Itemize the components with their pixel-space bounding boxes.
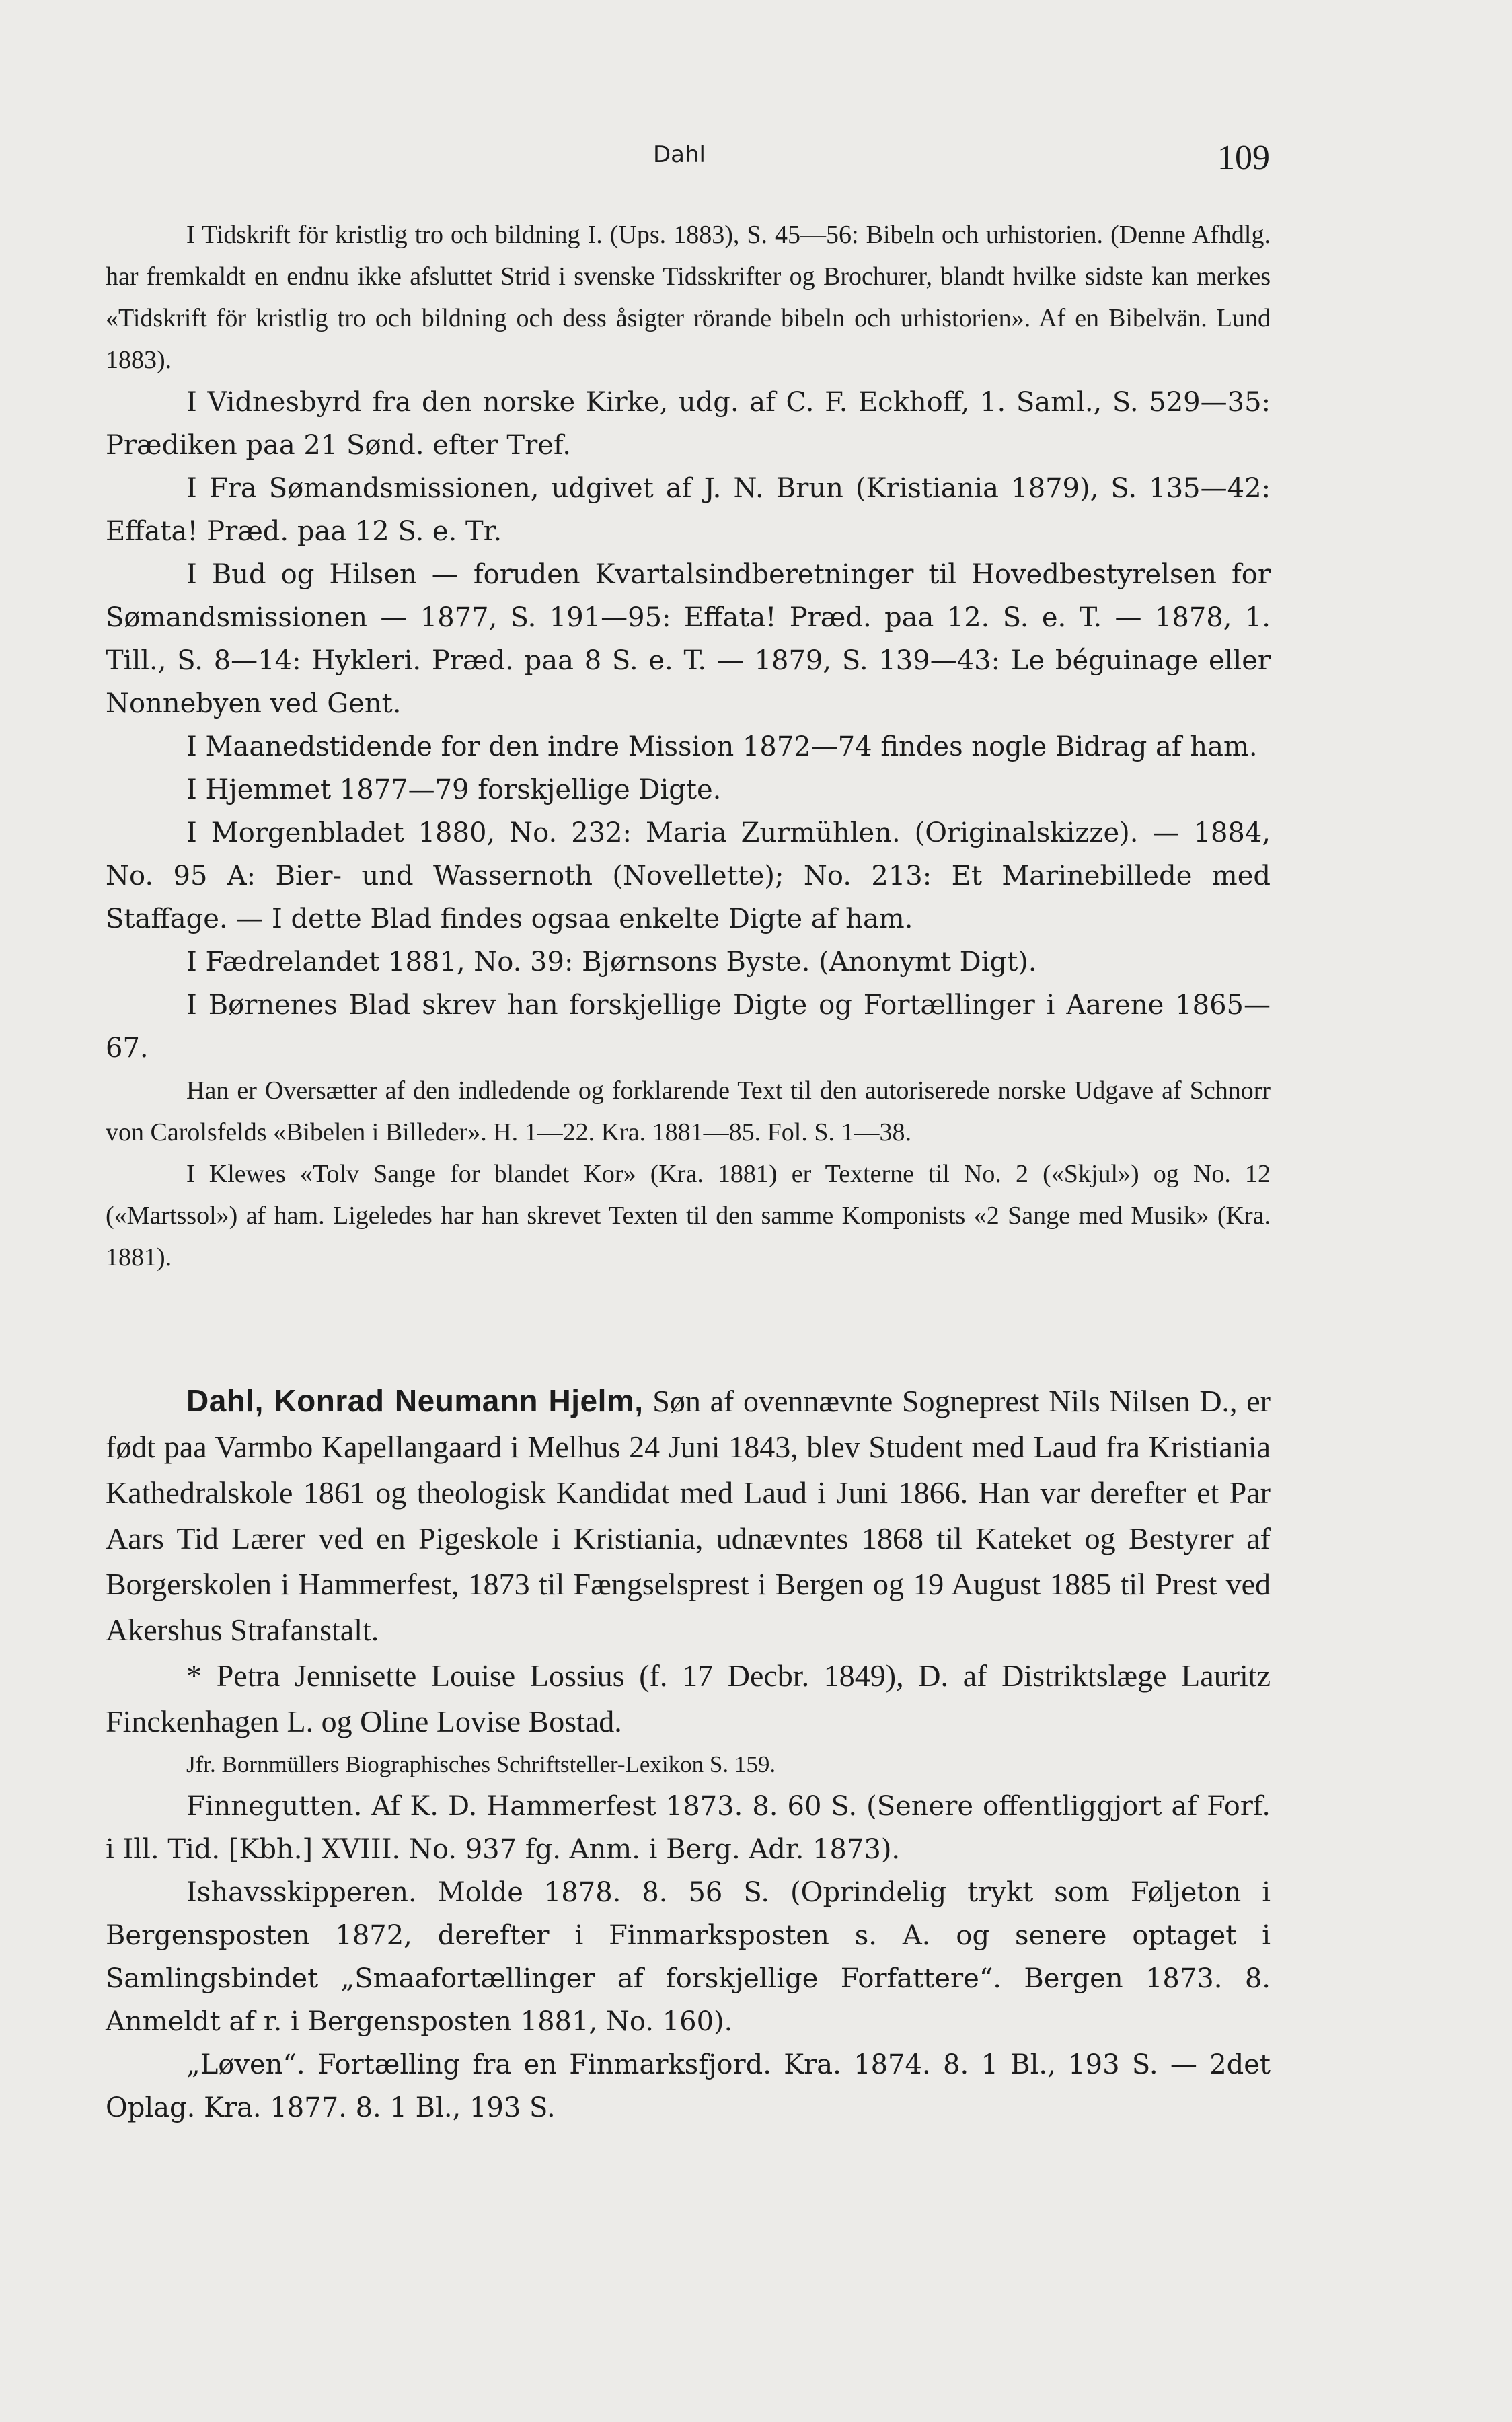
entry-name: Dahl, Konrad Neumann Hjelm, [186, 1383, 644, 1418]
bibliography-paragraph: Han er Oversætter af den indledende og forklarende Text til den autoriserede norske Udgave af Schnorr von Carolsfelds «Bibelen i Billeder». H. 1—22. Kra. 1881—85. Fol. S. 1—38. [106, 1076, 1271, 1146]
bibliography-paragraph: I Morgenbladet 1880, No. 232: Maria Zurmühlen. (Originalskizze). — 1884, No. 95 A: Bier- und Wassernoth (Novellette); No. 213: Et Marinebillede med Staffage. — I dette Blad findes ogsaa enkelte Digte af ham. [106, 817, 1271, 934]
work-entry: Ishavsskipperen. Molde 1878. 8. 56 S. (Oprindelig trykt som Føljeton i Bergensposten 1872, derefter i Finmarksposten s. A. og senere optaget i Samlingsbindet „Smaafortællinger af forskjellige Forfattere“. Bergen 1873. 8. Anmeldt af r. i Bergensposten 1881, No. 160). [106, 1877, 1271, 2037]
entry-bio-text: Søn af ovennævnte Sogneprest Nils Nilsen D., er født paa Varmbo Kapellangaard i Melhus 24 Juni 1843, blev Student med Laud fra Kristiania Kathedralskole 1861 og theologisk Kandidat med Laud i Juni 1866. Han var derefter et Par Aars Tid Lærer ved en Pigeskole i Kristiania, udnævntes 1868 til Kateket og Bestyrer af Borgerskolen i Hammerfest, 1873 til Fængselsprest i Bergen og 19 August 1885 til Prest ved Akershus Strafanstalt. [106, 1384, 1271, 1647]
bibliography-paragraph: I Hjemmet 1877—79 forskjellige Digte. [186, 774, 722, 805]
bibliography-paragraph: I Maanedstidende for den indre Mission 1872—74 findes nogle Bidrag af ham. [186, 731, 1258, 762]
new-entry [106, 1378, 1271, 2129]
bibliography-paragraph: I Klewes «Tolv Sange for blandet Kor» (Kra. 1881) er Texterne til No. 2 («Skjul») og No. 12 («Martssol») af ham. Ligeledes har han skrevet Texten til den samme Komponists «2 Sange med Musik» (Kra. 1881). [106, 1160, 1271, 1272]
bibliography-paragraph: I Bud og Hilsen — foruden Kvartalsindberetninger til Hovedbestyrelsen for Sømandsmissionen — 1877, S. 191—95: Effata! Præd. paa 12. S. e. T. — 1878, 1. Till., S. 8—14: Hykleri. Præd. paa 8 S. e. T. — 1879, S. 139—43: Le béguinage eller Nonnebyen ved Gent. [106, 559, 1271, 719]
bibliography-paragraph: I Børnenes Blad skrev han forskjellige Digte og Fortællinger i Aarene 1865—67. [106, 990, 1271, 1064]
bibliography-paragraph: I Fædrelandet 1881, No. 39: Bjørnsons Byste. (Anonymt Digt). [186, 947, 1037, 978]
bibliography-paragraph: I Vidnesbyrd fra den norske Kirke, udg. af C. F. Eckhoff, 1. Saml., S. 529—35: Prædiken paa 21 Sønd. efter Tref. [106, 387, 1271, 461]
previous-entry-bibliography [106, 214, 1271, 1278]
work-entry: Finnegutten. Af K. D. Hammerfest 1873. 8. 60 S. (Senere offentliggjort af Forf. i Ill. Tid. [Kbh.] XVIII. No. 937 fg. Anm. i Berg. Adr. 1873). [106, 1791, 1271, 1865]
bibliography-paragraph: I Tidskrift för kristlig tro och bildning I. (Ups. 1883), S. 45—56: Bibeln och urhistorien. (Denne Afhdlg. har fremkaldt en endnu ikke afsluttet Strid i svenske Tidsskrifter og Brochurer, blandt hvilke sidste kan merkes «Tidskrift för kristlig tro och bildning och dess åsigter rörande bibeln och urhistorien». Af en Bibelvän. Lund 1883). [106, 221, 1271, 374]
page-number: 109 [1217, 139, 1270, 177]
bibliography-paragraph: I Fra Sømandsmissionen, udgivet af J. N. Brun (Kristiania 1879), S. 135—42: Effata! Præd. paa 12 S. e. Tr. [106, 473, 1271, 547]
entry-biography [106, 1378, 1271, 1653]
entry-reference: Jfr. Bornmüllers Biographisches Schriftsteller-Lexikon S. 159. [186, 1751, 776, 1777]
work-entry: „Løven“. Fortælling fra en Finmarksfjord. Kra. 1874. 8. 1 Bl., 193 S. — 2det Oplag. Kra. 1877. 8. 1 Bl., 193 S. [106, 2049, 1271, 2123]
running-header: Dahl [652, 141, 706, 168]
entry-spouse: * Petra Jennisette Louise Lossius (f. 17 Decbr. 1849), D. af Distriktslæge Lauritz Finckenhagen L. og Oline Lovise Bostad. [106, 1658, 1271, 1738]
